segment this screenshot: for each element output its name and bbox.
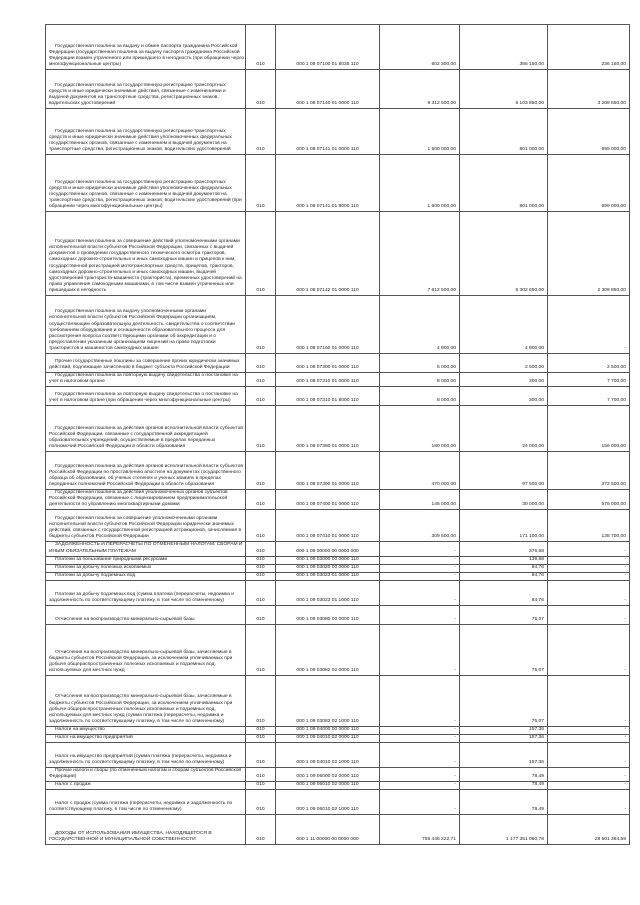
table-row	[46, 296, 630, 354]
row-line-code-cell: 010	[246, 556, 276, 564]
row-unexecuted-amount-cell: 372 500,00	[548, 452, 630, 490]
table-row	[46, 490, 630, 510]
row-name-cell	[46, 406, 246, 452]
row-name-text: Налог на имущество предприятий (сумма платежа (перерасчеты, недоимка и задолженность по соответствующему платежу, в том числе по отмененному)	[49, 753, 232, 766]
row-name-cell	[46, 605, 246, 624]
row-line-code-cell: 010	[246, 296, 276, 354]
row-name-cell	[46, 155, 246, 212]
row-unexecuted-amount-cell: -	[548, 675, 630, 726]
row-approved-amount-cell: -	[380, 768, 460, 782]
row-unexecuted-amount-cell: -	[548, 542, 630, 556]
table-row	[46, 580, 630, 605]
row-executed-amount-cell: 375,68	[460, 542, 548, 556]
row-executed-amount-cell: 801 000,00	[460, 109, 548, 155]
row-unexecuted-amount-cell: 699 000,00	[548, 109, 630, 155]
row-executed-amount-cell: 139,68	[460, 556, 548, 564]
table-row	[46, 675, 630, 726]
row-unexecuted-amount-cell: 28 501 364,59	[548, 815, 630, 845]
row-budget-code-cell: 000 1 08 07410 01 0000 110	[276, 510, 380, 542]
row-executed-amount-cell: 5 302 650,00	[460, 212, 548, 296]
row-budget-code-cell: 000 1 08 07100 01 8035 110	[276, 25, 380, 70]
row-unexecuted-amount-cell: -	[548, 580, 630, 605]
row-budget-code-cell: 000 1 09 00000 00 0000 000	[276, 542, 380, 556]
row-name-cell	[46, 510, 246, 542]
row-line-code-cell: 010	[246, 452, 276, 490]
row-unexecuted-amount-cell: 7 700,00	[548, 373, 630, 387]
row-name-cell	[46, 580, 246, 605]
row-unexecuted-amount-cell: -	[548, 624, 630, 675]
row-name-cell	[46, 373, 246, 387]
row-budget-code-cell: 000 1 09 03023 01 1000 110	[276, 580, 380, 605]
row-budget-code-cell: 000 1 09 04010 02 0000 110	[276, 735, 380, 743]
table-row	[46, 815, 630, 845]
table-row	[46, 109, 630, 155]
row-line-code-cell: 010	[246, 572, 276, 580]
row-approved-amount-cell: 1 500 000,00	[380, 109, 460, 155]
row-name-text: Государственная пошлина за повторную выдачу свидетельства о постановке на учет в налоговом органе	[49, 373, 238, 385]
row-line-code-cell: 010	[246, 782, 276, 790]
row-executed-amount-cell: 84,76	[460, 572, 548, 580]
row-unexecuted-amount-cell: -	[548, 743, 630, 768]
row-executed-amount-cell: 300,00	[460, 387, 548, 406]
budget-revenue-table	[45, 24, 630, 845]
row-line-code-cell: 010	[246, 510, 276, 542]
row-executed-amount-cell: 84,76	[460, 564, 548, 572]
row-name-text: Отчисления на воспроизводство минерально-сырьевой базы, зачисляемые в бюджеты субъектов Российской Федерации, за исключением уплачиваемых при добыче общераспространенных полезных ископаемых и подземных вод, используемых для местных нужд (сумма платежа (перерасчеты, недоимка и задолженность по соответствующему платежу, в том числе по отмененному)	[49, 694, 233, 724]
row-executed-amount-cell: 97 500,00	[460, 452, 548, 490]
row-name-text: Отчисления на воспроизводство минерально-сырьевой базы	[55, 616, 195, 622]
row-executed-amount-cell: 75,07	[460, 605, 548, 624]
row-line-code-cell: 010	[246, 70, 276, 109]
row-name-cell	[46, 354, 246, 373]
row-name-cell	[46, 452, 246, 490]
table-row	[46, 542, 630, 556]
row-executed-amount-cell: 157,36	[460, 726, 548, 734]
row-executed-amount-cell: 30 000,00	[460, 490, 548, 510]
row-name-text: Налог с продаж	[55, 782, 91, 788]
table-row	[46, 354, 630, 373]
row-budget-code-cell: 000 1 09 03020 00 0000 110	[276, 564, 380, 572]
row-approved-amount-cell: 1 500 000,00	[380, 155, 460, 212]
row-executed-amount-cell: 1 177 351 060,78	[460, 815, 548, 845]
row-name-text: Государственная пошлина за выдачу уполномоченными органами исполнительной власти субъектов Российской Федерации организациям, осуществляющим образовательную деятельность, свидетельства о соответствии требованиям оборудования и оснащенности образовательного процесса для рассмотрения вопроса соответствующими органами об аккредитации и о предоставлении указанным организациям лицензий на право подготовки трактористов и машинистов самоходных машин	[49, 309, 235, 351]
row-line-code-cell: 010	[246, 815, 276, 845]
row-name-cell	[46, 743, 246, 768]
row-approved-amount-cell: -	[380, 564, 460, 572]
row-budget-code-cell: 000 1 09 04000 00 0000 110	[276, 726, 380, 734]
row-approved-amount-cell: -	[380, 605, 460, 624]
row-unexecuted-amount-cell: 2 500,00	[548, 354, 630, 373]
row-unexecuted-amount-cell: -	[548, 572, 630, 580]
table-row	[46, 735, 630, 743]
row-name-cell	[46, 790, 246, 815]
row-approved-amount-cell: 8 000,00	[380, 387, 460, 406]
row-budget-code-cell: 000 1 08 07140 01 0000 110	[276, 70, 380, 109]
row-line-code-cell: 010	[246, 790, 276, 815]
row-name-cell	[46, 212, 246, 296]
row-unexecuted-amount-cell: -	[548, 790, 630, 815]
row-name-text: Государственная пошлина за действия органов исполнительной власти субъектов Российской Федерации, связанные с государственной аккредитацией образовательных учреждений, осуществляемые в пределах переданных полномочий Российской Федерации в области образования	[49, 425, 243, 450]
row-executed-amount-cell: 171 100,00	[460, 510, 548, 542]
row-name-text: Государственная пошлина за совершение уполномоченными органами исполнительной власти субъектов Российской Федерации юридически значимых действий, связанных с государственной регистрацией аттракционов, зачисляемая в бюджеты субъектов Российской Федерации	[49, 516, 242, 540]
row-unexecuted-amount-cell: 138 700,00	[548, 510, 630, 542]
row-approved-amount-cell: 9 312 500,00	[380, 70, 460, 109]
row-name-text: Прочие налоги и сборы (по отмененным налогам и сборам субъектов Российской Федерации)	[49, 768, 242, 780]
row-line-code-cell: 010	[246, 155, 276, 212]
table-row	[46, 25, 630, 70]
row-budget-code-cell: 000 1 09 06010 02 1000 110	[276, 790, 380, 815]
row-executed-amount-cell: 24 000,00	[460, 406, 548, 452]
row-line-code-cell: 010	[246, 735, 276, 743]
row-name-text: Платежи за добычу полезных ископаемых	[55, 564, 152, 570]
row-name-cell	[46, 782, 246, 790]
row-executed-amount-cell: 78,49	[460, 768, 548, 782]
table-row	[46, 155, 630, 212]
row-line-code-cell: 010	[246, 768, 276, 782]
row-approved-amount-cell: -	[380, 735, 460, 743]
row-executed-amount-cell: 157,36	[460, 735, 548, 743]
row-budget-code-cell: 000 1 09 03000 00 0000 110	[276, 556, 380, 564]
row-name-text: Государственная пошлина за государственную регистрацию транспортных средств и иные юридически значимые действия уполномоченных федеральных государственных органов, связанные с изменением и выдачей документов на транспортные средства, регистрационных знаков, водительских удостоверений	[49, 128, 232, 152]
row-line-code-cell: 010	[246, 726, 276, 734]
row-name-cell	[46, 564, 246, 572]
row-unexecuted-amount-cell: -	[548, 296, 630, 354]
row-approved-amount-cell: 309 500,00	[380, 510, 460, 542]
row-name-text: Государственная пошлина за государственную регистрацию транспортных средств и иные юридически значимые действия уполномоченных федеральных государственных органов, связанные с изменением и выдачей документов на транспортные средства, регистрационных знаков, водительских удостоверений (при обращении через многофункциональные центры)	[49, 179, 242, 209]
row-name-cell	[46, 572, 246, 580]
row-line-code-cell: 010	[246, 373, 276, 387]
row-name-cell	[46, 556, 246, 564]
row-approved-amount-cell: -	[380, 542, 460, 556]
row-name-text: ЗАДОЛЖЕННОСТЬ И ПЕРЕРАСЧЕТЫ ПО ОТМЕНЕННЫМ НАЛОГАМ, СБОРАМ И ИНЫМ ОБЯЗАТЕЛЬНЫМ ПЛАТЕЖАМ	[49, 542, 243, 554]
row-name-cell	[46, 726, 246, 734]
row-line-code-cell: 010	[246, 109, 276, 155]
row-unexecuted-amount-cell: 156 000,00	[548, 406, 630, 452]
row-budget-code-cell: 000 1 08 07141 01 8000 110	[276, 155, 380, 212]
row-name-cell	[46, 675, 246, 726]
row-name-text: Государственная пошлина за действия органов исполнительной власти субъектов Российской Федерации по проставлению апостиля на документах государственного образца об образовании, об ученых степенях и ученых званиях в пределах переданных полномочий Российской Федерации в области образования	[49, 463, 243, 488]
row-approved-amount-cell: -	[380, 726, 460, 734]
row-unexecuted-amount-cell: -	[548, 605, 630, 624]
row-name-cell	[46, 296, 246, 354]
row-budget-code-cell: 000 1 11 00000 00 0000 000	[276, 815, 380, 845]
row-budget-code-cell: 000 1 08 07142 01 0000 110	[276, 212, 380, 296]
row-executed-amount-cell: 78,49	[460, 782, 548, 790]
row-approved-amount-cell: 8 000,00	[380, 373, 460, 387]
row-name-text: Прочие государственные пошлины за совершение прочих юридически значимых действий, подлежащие зачислению в бюджет субъекта Российской Федерации	[49, 358, 240, 370]
table-row	[46, 212, 630, 296]
row-line-code-cell: 010	[246, 354, 276, 373]
row-line-code-cell: 010	[246, 564, 276, 572]
table-row	[46, 387, 630, 406]
table-row	[46, 510, 630, 542]
row-executed-amount-cell: 78,49	[460, 790, 548, 815]
row-name-text: Платежи за пользование природными ресурсами	[55, 556, 168, 562]
row-approved-amount-cell: -	[380, 580, 460, 605]
row-executed-amount-cell: 801 000,00	[460, 155, 548, 212]
row-budget-code-cell: 000 1 08 07400 01 0000 110	[276, 490, 380, 510]
row-approved-amount-cell: 4 800,00	[380, 296, 460, 354]
row-budget-code-cell: 000 1 08 07310 01 0000 110	[276, 373, 380, 387]
row-unexecuted-amount-cell: -	[548, 556, 630, 564]
table-row	[46, 373, 630, 387]
row-name-cell	[46, 109, 246, 155]
row-budget-code-cell: 000 1 08 07380 01 0000 110	[276, 406, 380, 452]
row-name-text: Государственная пошлина за совершение действий уполномоченными органами исполнительной власти субъектов Российской Федерации, связанных с выдачей документов о проведении государственного технического осмотра тракторов, самоходных дорожно-строительных и иных самоходных машин и прицепов к ним, государственной регистрацией мототранспортных средств, прицепов, тракторов, самоходных дорожно-строительных и иных самоходных машин, выдачей удостоверений тракториста-машиниста (тракториста), временных удостоверений на право управления самоходными машинами, в том числе взамен утраченных или пришедших в негодность	[49, 239, 242, 293]
row-approved-amount-cell: -	[380, 624, 460, 675]
row-approved-amount-cell: 7 612 500,00	[380, 212, 460, 296]
row-unexecuted-amount-cell: 3 208 650,00	[548, 70, 630, 109]
row-approved-amount-cell: 5 000,00	[380, 354, 460, 373]
row-name-cell	[46, 815, 246, 845]
row-approved-amount-cell: 602 300,00	[380, 25, 460, 70]
row-budget-code-cell: 000 1 08 07160 01 0000 110	[276, 296, 380, 354]
table-row	[46, 624, 630, 675]
row-budget-code-cell: 000 1 09 04010 02 1000 110	[276, 743, 380, 768]
row-name-text: Налог на имущество предприятий	[55, 735, 133, 741]
row-line-code-cell: 010	[246, 605, 276, 624]
table-row	[46, 768, 630, 782]
row-name-cell	[46, 387, 246, 406]
row-line-code-cell: 010	[246, 25, 276, 70]
row-line-code-cell: 010	[246, 675, 276, 726]
row-budget-code-cell: 000 1 08 07390 01 0000 110	[276, 452, 380, 490]
row-budget-code-cell: 000 1 08 07310 01 8000 110	[276, 387, 380, 406]
table-row	[46, 452, 630, 490]
row-line-code-cell: 010	[246, 212, 276, 296]
row-name-cell	[46, 70, 246, 109]
row-budget-code-cell: 000 1 09 03082 02 1000 110	[276, 675, 380, 726]
table-row	[46, 70, 630, 109]
row-approved-amount-cell: 180 000,00	[380, 406, 460, 452]
row-unexecuted-amount-cell: -	[548, 726, 630, 734]
row-line-code-cell: 010	[246, 743, 276, 768]
row-executed-amount-cell: 2 500,00	[460, 354, 548, 373]
row-unexecuted-amount-cell: 699 000,00	[548, 155, 630, 212]
row-unexecuted-amount-cell: -	[548, 768, 630, 782]
row-approved-amount-cell: -	[380, 782, 460, 790]
table-row	[46, 605, 630, 624]
row-executed-amount-cell: 6 103 850,00	[460, 70, 548, 109]
row-name-text: ДОХОДЫ ОТ ИСПОЛЬЗОВАНИЯ ИМУЩЕСТВА, НАХОДЯЩЕГОСЯ В ГОСУДАРСТВЕННОЙ И МУНИЦИПАЛЬНОЙ СОБСТВЕННОСТИ	[49, 831, 212, 843]
table-row	[46, 782, 630, 790]
row-name-text: Платежи за добычу подземных вод	[55, 572, 136, 578]
row-name-text: Государственная пошлина за выдачу и обмен паспорта гражданина Российской Федерации (государственная пошлина за выдачу паспорта гражданина Российской Федерации взамен утраченного или пришедшего в негодность (при обращении через многофункциональные центры)	[49, 43, 244, 67]
row-line-code-cell: 010	[246, 387, 276, 406]
table-row	[46, 726, 630, 734]
row-line-code-cell: 010	[246, 490, 276, 510]
row-name-text: Государственная пошлина за действия уполномоченных органов субъектов Российской Федерации, связанные с лицензированием предпринимательской деятельности по управлению многоквартирными домами	[49, 490, 228, 508]
row-name-cell	[46, 25, 246, 70]
row-name-text: Налог с продаж (сумма платежа (перерасчеты, недоимка и задолженность по соответствующему платежу, в том числе по отмененному)	[49, 801, 233, 813]
row-executed-amount-cell: 84,76	[460, 580, 548, 605]
row-executed-amount-cell: 366 150,00	[460, 25, 548, 70]
row-executed-amount-cell: 300,00	[460, 373, 548, 387]
row-name-text: Налоги на имущество	[55, 726, 105, 732]
row-unexecuted-amount-cell: 7 700,00	[548, 387, 630, 406]
row-name-cell	[46, 542, 246, 556]
row-name-text: Платежи за добычу подземных вод (сумма платежа (перерасчеты, недоимка и задолженность по соответствующему платежу, в том числе по отмененному)	[49, 591, 234, 603]
row-line-code-cell: 010	[246, 580, 276, 605]
row-unexecuted-amount-cell: -	[548, 735, 630, 743]
table-row	[46, 564, 630, 572]
row-name-text: Государственная пошлина за повторную выдачу свидетельства о постановке на учет в налоговом органе (при обращении через многофункциональные центры)	[49, 392, 238, 404]
row-approved-amount-cell: -	[380, 572, 460, 580]
row-unexecuted-amount-cell: 576 000,00	[548, 490, 630, 510]
row-unexecuted-amount-cell: -	[548, 782, 630, 790]
row-unexecuted-amount-cell: 2 309 850,00	[548, 212, 630, 296]
row-executed-amount-cell: 75,07	[460, 624, 548, 675]
row-approved-amount-cell: 146 000,00	[380, 490, 460, 510]
row-budget-code-cell: 000 1 08 07141 01 0000 110	[276, 109, 380, 155]
row-approved-amount-cell: -	[380, 743, 460, 768]
row-budget-code-cell: 000 1 09 03082 02 0000 110	[276, 624, 380, 675]
row-unexecuted-amount-cell: 236 150,00	[548, 25, 630, 70]
row-name-cell	[46, 768, 246, 782]
row-line-code-cell: 010	[246, 406, 276, 452]
row-budget-code-cell: 000 1 09 03080 00 0000 110	[276, 605, 380, 624]
row-approved-amount-cell: -	[380, 675, 460, 726]
row-approved-amount-cell: -	[380, 556, 460, 564]
row-unexecuted-amount-cell: -	[548, 564, 630, 572]
table-row	[46, 406, 630, 452]
row-budget-code-cell: 000 1 08 07300 01 0000 110	[276, 354, 380, 373]
row-line-code-cell: 010	[246, 624, 276, 675]
row-executed-amount-cell: 75,07	[460, 675, 548, 726]
row-executed-amount-cell: 157,36	[460, 743, 548, 768]
row-budget-code-cell: 000 1 09 06000 02 0000 110	[276, 768, 380, 782]
row-name-cell	[46, 490, 246, 510]
table-body	[46, 25, 630, 845]
table-row	[46, 572, 630, 580]
table-row	[46, 556, 630, 564]
row-approved-amount-cell: 755 445 222,71	[380, 815, 460, 845]
row-name-cell	[46, 735, 246, 743]
row-name-cell	[46, 624, 246, 675]
row-name-text: Отчисления на воспроизводство минерально-сырьевой базы, зачисляемые в бюджеты субъектов Российской Федерации, за исключением уплачиваемых при добыче общераспространенных полезных ископаемых и подземных вод, используемых для местных нужд	[49, 649, 233, 673]
row-executed-amount-cell: 4 800,00	[460, 296, 548, 354]
row-line-code-cell: 010	[246, 542, 276, 556]
row-budget-code-cell: 000 1 09 06010 02 0000 110	[276, 782, 380, 790]
table-row	[46, 790, 630, 815]
row-approved-amount-cell: -	[380, 790, 460, 815]
row-budget-code-cell: 000 1 09 03023 01 0000 110	[276, 572, 380, 580]
row-approved-amount-cell: 470 000,00	[380, 452, 460, 490]
row-name-text: Государственная пошлина за государственную регистрацию транспортных средств и иные юридически значимые действия, связанные с изменениями и выдачей документов на транспортные средства, регистрационных знаков, водительских удостоверений	[49, 82, 226, 106]
table-row	[46, 743, 630, 768]
